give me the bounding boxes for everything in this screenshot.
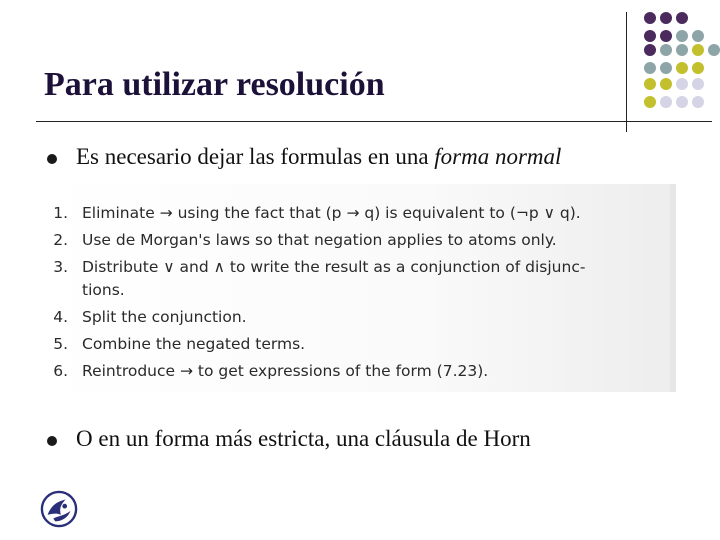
decor-dot <box>692 62 704 74</box>
decor-dot <box>644 62 656 74</box>
step-text: tions. <box>82 281 125 299</box>
decor-dot <box>660 12 672 24</box>
step-text: Combine the negated terms. <box>82 335 306 353</box>
decor-dot <box>676 44 688 56</box>
decor-dot <box>644 12 656 24</box>
step-number: 6. <box>53 362 68 380</box>
decor-dot <box>660 30 672 42</box>
decor-dot <box>708 44 720 56</box>
bullet-text-italic: forma normal <box>434 144 562 169</box>
decor-dot <box>676 78 688 90</box>
bullet-dot <box>47 154 57 164</box>
decor-dot <box>692 96 704 108</box>
step-number: 5. <box>53 335 68 353</box>
step-number: 4. <box>53 308 68 326</box>
decor-dot <box>644 78 656 90</box>
scanned-steps-image <box>40 184 676 392</box>
decor-dot <box>660 44 672 56</box>
step-text: Use de Morgan's laws so that negation applies to atoms only. <box>82 231 557 249</box>
university-logo-icon <box>40 490 78 528</box>
bullet-text-plain: Es necesario dejar las formulas en una <box>76 144 435 169</box>
step-text: Distribute ∨ and ∧ to write the result as a conjunction of disjunc- <box>82 258 586 276</box>
slide-title: Para utilizar resolución <box>44 66 385 103</box>
decor-dot <box>644 96 656 108</box>
step-text: Eliminate → using the fact that (p → q) is equivalent to (¬p ∨ q). <box>82 204 581 222</box>
corner-vertical-line <box>626 12 627 132</box>
decor-dot <box>644 44 656 56</box>
decorative-dot-grid <box>642 12 720 112</box>
decor-dot <box>644 30 656 42</box>
step-number: 1. <box>53 204 68 222</box>
decor-dot <box>660 78 672 90</box>
decor-dot <box>660 96 672 108</box>
decor-dot <box>676 96 688 108</box>
decor-dot <box>692 44 704 56</box>
title-underline <box>36 121 712 122</box>
bullet-text <box>76 426 531 452</box>
decor-dot <box>660 62 672 74</box>
scan-edge <box>670 184 676 392</box>
step-number: 3. <box>53 258 68 276</box>
bullet-dot <box>47 436 57 446</box>
step-text: Reintroduce → to get expressions of the form (7.23). <box>82 362 489 380</box>
decor-dot <box>676 62 688 74</box>
bullet-text <box>76 144 561 170</box>
step-text: Split the conjunction. <box>82 308 247 326</box>
decor-dot <box>692 78 704 90</box>
decor-dot <box>676 12 688 24</box>
step-number: 2. <box>53 231 68 249</box>
decor-dot <box>692 30 704 42</box>
bullet-text-plain: O en un forma más estricta, una cláusula de Horn <box>76 426 531 451</box>
decor-dot <box>676 30 688 42</box>
